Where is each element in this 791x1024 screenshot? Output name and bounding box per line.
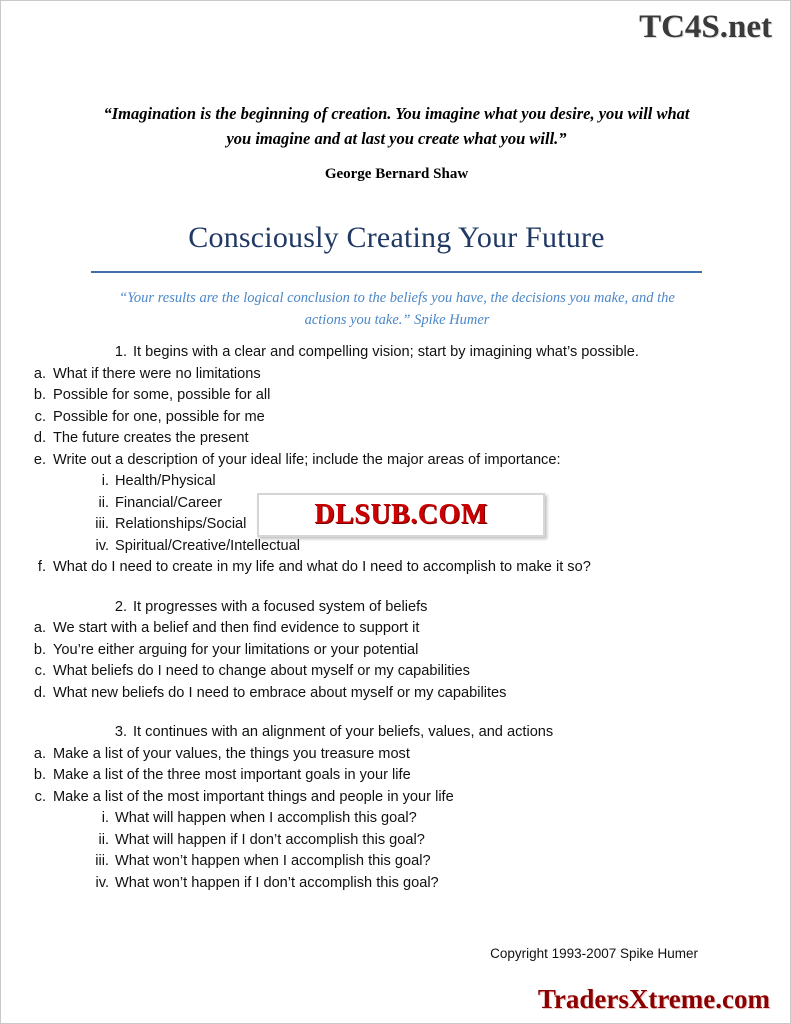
outline-item-text: What if there were no limitations — [53, 365, 261, 382]
outline-item-text: Health/Physical — [115, 473, 216, 489]
outline-item-level-1 — [111, 342, 791, 364]
outline-item-level-2 — [31, 428, 791, 450]
outline-item-marker: i. — [101, 473, 109, 489]
outline-item-level-2 — [31, 744, 791, 766]
outline-item-text: What will happen when I accomplish this goal? — [115, 810, 417, 826]
outline-item-text: Financial/Career — [115, 494, 223, 511]
outline-item-text: Make a list of the three most important goals in your life — [53, 767, 411, 783]
outline-item-marker: a. — [33, 620, 46, 636]
outline-item-text: It continues with an alignment of your beliefs, values, and actions — [133, 724, 554, 740]
outline-item-marker: 3. — [114, 724, 127, 740]
outline-item-level-3 — [91, 536, 791, 558]
outline-item-marker: c. — [34, 408, 46, 425]
outline-item-marker: iii. — [95, 516, 109, 532]
outline-item-text: Make a list of the most important things and people in your life — [53, 788, 454, 805]
outline-item-text: What beliefs do I need to change about myself or my capabilities — [53, 663, 470, 679]
outline-item-marker: ii. — [98, 494, 109, 511]
outline-list — [1, 342, 791, 894]
outline-item-text: What new beliefs do I need to embrace about myself or my capabilites — [53, 684, 507, 701]
outline-item-level-2 — [31, 364, 791, 386]
outline-item-level-3 — [91, 808, 791, 830]
outline-item-marker: f. — [37, 559, 46, 575]
outline-item-marker: e. — [33, 451, 46, 468]
page-title: Consciously Creating Your Future — [188, 221, 605, 254]
outline-item-level-2 — [31, 407, 791, 429]
outline-item-marker: c. — [34, 663, 46, 679]
outline-item-text: Possible for one, possible for me — [53, 408, 265, 425]
outline-item-level-1 — [111, 597, 791, 619]
outline-item-marker: c. — [34, 788, 46, 805]
outline-item-marker: b. — [33, 387, 46, 403]
outline-item-text: What will happen if I don’t accomplish this goal? — [115, 831, 425, 848]
outline-item-level-2 — [31, 787, 791, 809]
outline-item-text: Write out a description of your ideal life; include the major areas of importance: — [53, 451, 561, 468]
outline-group-gap — [1, 704, 791, 722]
outline-item-marker: a. — [33, 745, 46, 762]
watermark-stamp-text: DLSUB.COM — [314, 499, 488, 530]
outline-item-level-2 — [31, 385, 791, 407]
outline-item-level-3 — [91, 471, 791, 493]
title-divider — [91, 271, 702, 273]
outline-item-text: What won’t happen if I don’t accomplish this goal? — [115, 874, 439, 891]
outline-item-text: It progresses with a focused system of beliefs — [133, 598, 428, 615]
outline-item-level-2 — [31, 618, 791, 640]
outline-item-marker: iv. — [95, 537, 109, 554]
subtitle-quote: “Your results are the logical conclusion to the beliefs you have, the decisions you make, and the actions you take.” Spike Humer — [119, 290, 675, 328]
outline-item-level-2 — [31, 640, 791, 662]
outline-item-text: Possible for some, possible for all — [53, 387, 271, 403]
watermark-stamp — [257, 493, 545, 537]
epigraph-quote: “Imagination is the beginning of creation. You imagine what you desire, you will what you imagine and at last you create what you will.” — [103, 104, 690, 148]
outline-item-level-3 — [91, 873, 791, 895]
outline-item-text: What won’t happen when I accomplish this goal? — [115, 853, 431, 869]
copyright-notice: Copyright 1993-2007 Spike Humer — [490, 946, 698, 961]
outline-item-text: Relationships/Social — [115, 516, 247, 532]
outline-item-marker: iv. — [95, 874, 109, 891]
outline-item-marker: d. — [33, 430, 46, 446]
outline-item-text: Spiritual/Creative/Intellectual — [115, 537, 300, 554]
outline-item-text: We start with a belief and then find evidence to support it — [53, 620, 420, 636]
outline-item-text: It begins with a clear and compelling vision; start by imagining what’s possible. — [133, 344, 639, 360]
outline-item-level-3 — [91, 830, 791, 852]
outline-item-level-2 — [31, 765, 791, 787]
site-brand-top: TC4S.net — [639, 9, 772, 45]
outline-item-text: The future creates the present — [53, 430, 249, 446]
outline-item-text: What do I need to create in my life and what do I need to accomplish to make it so? — [53, 559, 591, 575]
outline-item-level-1 — [111, 722, 791, 744]
outline-item-marker: iii. — [95, 853, 109, 869]
outline-group-gap — [1, 579, 791, 597]
outline-item-marker: b. — [33, 641, 46, 658]
outline-item-marker: a. — [33, 365, 46, 382]
outline-item-level-2 — [31, 450, 791, 472]
outline-item-marker: 1. — [114, 344, 127, 360]
outline-item-marker: i. — [101, 810, 109, 826]
outline-item-marker: 2. — [114, 598, 127, 615]
outline-item-text: Make a list of your values, the things you treasure most — [53, 745, 410, 762]
outline-item-text: You’re either arguing for your limitations or your potential — [53, 641, 419, 658]
outline-item-level-2 — [31, 661, 791, 683]
site-brand-bottom: TradersXtreme.com — [537, 984, 770, 1014]
outline-item-marker: d. — [33, 684, 46, 701]
outline-item-level-3 — [91, 851, 791, 873]
outline-item-marker: ii. — [98, 831, 109, 848]
epigraph-attribution: George Bernard Shaw — [324, 166, 469, 182]
outline-item-marker: b. — [33, 767, 46, 783]
outline-item-level-2 — [31, 683, 791, 705]
outline-item-level-2 — [31, 557, 791, 579]
